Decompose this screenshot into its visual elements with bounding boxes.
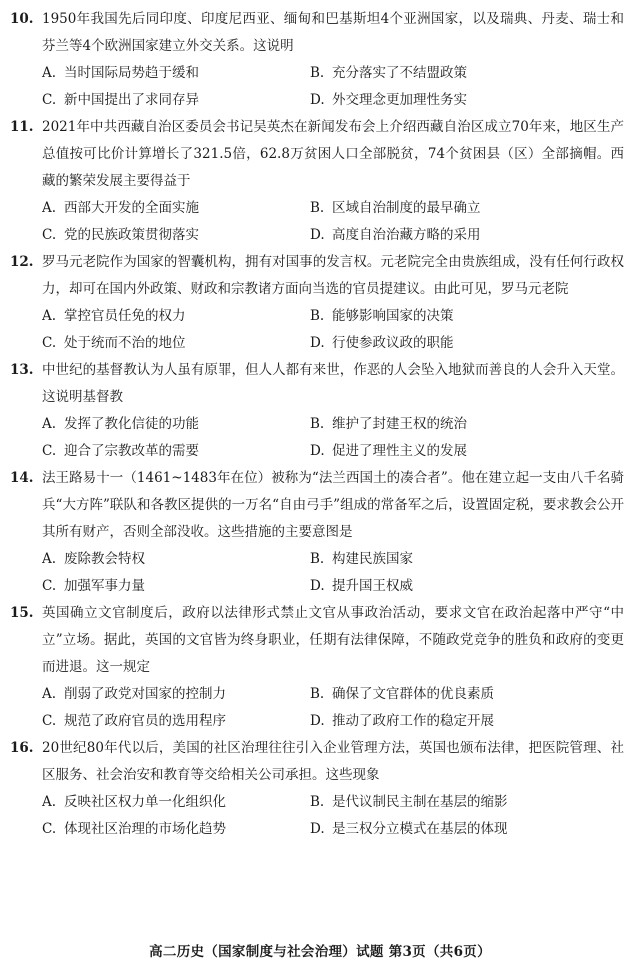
question-number: 16. <box>10 740 34 756</box>
option-letter: C. <box>42 92 57 108</box>
option-text: 削弱了政党对国家的控制力 <box>64 686 226 702</box>
option-letter: A. <box>42 794 57 810</box>
option-c <box>42 87 310 114</box>
options-grid <box>10 60 624 114</box>
option-b <box>310 60 624 87</box>
question-11 <box>10 114 624 249</box>
option-letter: D. <box>310 335 325 351</box>
option-letter: D. <box>310 821 325 837</box>
option-a <box>42 195 310 222</box>
option-letter: B. <box>310 416 325 432</box>
option-letter: B. <box>310 686 325 702</box>
option-d <box>310 438 624 465</box>
option-text: 是代议制民主制在基层的缩影 <box>332 794 508 810</box>
options-grid <box>10 303 624 357</box>
option-text: 发挥了教化信徒的功能 <box>64 416 199 432</box>
question-10 <box>10 6 624 114</box>
option-text: 是三权分立模式在基层的体现 <box>332 821 508 837</box>
option-a <box>42 303 310 330</box>
option-text: 体现社区治理的市场化趋势 <box>64 821 226 837</box>
option-b <box>310 195 624 222</box>
question-number: 14. <box>10 470 34 486</box>
option-letter: A. <box>42 308 57 324</box>
option-a <box>42 60 310 87</box>
option-letter: A. <box>42 551 57 567</box>
option-letter: D. <box>310 713 325 729</box>
option-a <box>42 411 310 438</box>
option-b <box>310 789 624 816</box>
option-letter: C. <box>42 821 57 837</box>
option-letter: D. <box>310 578 325 594</box>
option-letter: A. <box>42 200 57 216</box>
question-stem: 法王路易十一（1461~1483年在位）被称为“法兰西国土的凑合者”。他在建立起一支由八千名骑兵“大方阵”联队和各教区提供的一万名“自由弓手”组成的常备军之后，设置固定税，要求教会公开其所有财产，否则全部没收。这些措施的主要意图是 <box>42 470 624 540</box>
option-b <box>310 303 624 330</box>
option-letter: D. <box>310 443 325 459</box>
option-d <box>310 330 624 357</box>
question-stem: 1950年我国先后同印度、印度尼西亚、缅甸和巴基斯坦4个亚洲国家，以及瑞典、丹麦、瑞士和芬兰等4个欧洲国家建立外交关系。这说明 <box>42 11 624 54</box>
option-letter: C. <box>42 335 57 351</box>
option-a <box>42 681 310 708</box>
option-letter: D. <box>310 227 325 243</box>
option-d <box>310 222 624 249</box>
option-d <box>310 573 624 600</box>
question-16 <box>10 735 624 843</box>
option-text: 掌控官员任免的权力 <box>64 308 186 324</box>
question-stem: 中世纪的基督教认为人虽有原罪，但人人都有来世，作恶的人会坠入地狱而善良的人会升入天堂。这说明基督教 <box>42 362 624 405</box>
option-text: 推动了政府工作的稳定开展 <box>332 713 494 729</box>
question-number: 12. <box>10 254 34 270</box>
option-text: 行使参政议政的职能 <box>332 335 454 351</box>
option-text: 党的民族政策贯彻落实 <box>64 227 199 243</box>
options-grid <box>10 789 624 843</box>
question-stem: 20世纪80年代以后，美国的社区治理往往引入企业管理方法，英国也颁布法律，把医院管理、社区服务、社会治安和教育等交给相关公司承担。这些现象 <box>42 740 624 783</box>
option-d <box>310 87 624 114</box>
options-grid <box>10 195 624 249</box>
question-15 <box>10 600 624 735</box>
option-c <box>42 330 310 357</box>
option-text: 确保了文官群体的优良素质 <box>332 686 494 702</box>
option-letter: C. <box>42 443 57 459</box>
question-number: 11. <box>10 119 34 135</box>
options-grid <box>10 546 624 600</box>
option-text: 构建民族国家 <box>332 551 413 567</box>
question-stem: 罗马元老院作为国家的智囊机构，拥有对国事的发言权。元老院完全由贵族组成，没有任何行政权力，却可在国内外政策、财政和宗教诸方面向当选的官员提建议。由此可见，罗马元老院 <box>42 254 624 297</box>
option-c <box>42 573 310 600</box>
option-letter: A. <box>42 65 57 81</box>
option-text: 维护了封建王权的统治 <box>332 416 467 432</box>
option-text: 当时国际局势趋于缓和 <box>64 65 199 81</box>
option-c <box>42 708 310 735</box>
option-letter: B. <box>310 308 325 324</box>
option-letter: D. <box>310 92 325 108</box>
option-text: 外交理念更加理性务实 <box>332 92 467 108</box>
question-stem: 2021年中共西藏自治区委员会书记吴英杰在新闻发布会上介绍西藏自治区成立70年来，地区生产总值按可比价计算增长了321.5倍，62.8万贫困人口全部脱贫，74个贫困县（区）全部摘帽。西藏的繁荣发展主要得益于 <box>42 119 624 189</box>
option-text: 高度自治治藏方略的采用 <box>332 227 481 243</box>
option-text: 能够影响国家的决策 <box>332 308 454 324</box>
question-number: 13. <box>10 362 34 378</box>
option-text: 废除教会特权 <box>64 551 145 567</box>
option-b <box>310 411 624 438</box>
option-text: 加强军事力量 <box>64 578 145 594</box>
question-number: 15. <box>10 605 34 621</box>
option-b <box>310 681 624 708</box>
option-text: 迎合了宗教改革的需要 <box>64 443 199 459</box>
question-14 <box>10 465 624 600</box>
option-text: 规范了政府官员的选用程序 <box>64 713 226 729</box>
option-text: 反映社区权力单一化组织化 <box>64 794 226 810</box>
option-text: 西部大开发的全面实施 <box>64 200 199 216</box>
question-number: 10. <box>10 11 34 27</box>
option-text: 区域自治制度的最早确立 <box>332 200 481 216</box>
option-b <box>310 546 624 573</box>
option-a <box>42 546 310 573</box>
option-letter: C. <box>42 578 57 594</box>
option-a <box>42 789 310 816</box>
question-stem: 英国确立文官制度后，政府以法律形式禁止文官从事政治活动，要求文官在政治起落中严守“中立”立场。据此，英国的文官皆为终身职业，任期有法律保障，不随政党竞争的胜负和政府的变更而进退。这一规定 <box>42 605 624 675</box>
option-text: 处于统而不治的地位 <box>64 335 186 351</box>
option-letter: C. <box>42 713 57 729</box>
option-d <box>310 708 624 735</box>
option-c <box>42 438 310 465</box>
question-13 <box>10 357 624 465</box>
option-text: 新中国提出了求同存异 <box>64 92 199 108</box>
options-grid <box>10 681 624 735</box>
question-12 <box>10 249 624 357</box>
option-letter: A. <box>42 686 57 702</box>
option-letter: B. <box>310 65 325 81</box>
option-letter: A. <box>42 416 57 432</box>
options-grid <box>10 411 624 465</box>
option-text: 充分落实了不结盟政策 <box>332 65 467 81</box>
option-d <box>310 816 624 843</box>
page-footer: 高二历史（国家制度与社会治理）试题 第3页（共6页） <box>149 944 491 960</box>
option-letter: B. <box>310 794 325 810</box>
option-letter: B. <box>310 200 325 216</box>
option-letter: C. <box>42 227 57 243</box>
option-text: 促进了理性主义的发展 <box>332 443 467 459</box>
option-c <box>42 222 310 249</box>
option-text: 提升国王权威 <box>332 578 413 594</box>
option-letter: B. <box>310 551 325 567</box>
option-c <box>42 816 310 843</box>
